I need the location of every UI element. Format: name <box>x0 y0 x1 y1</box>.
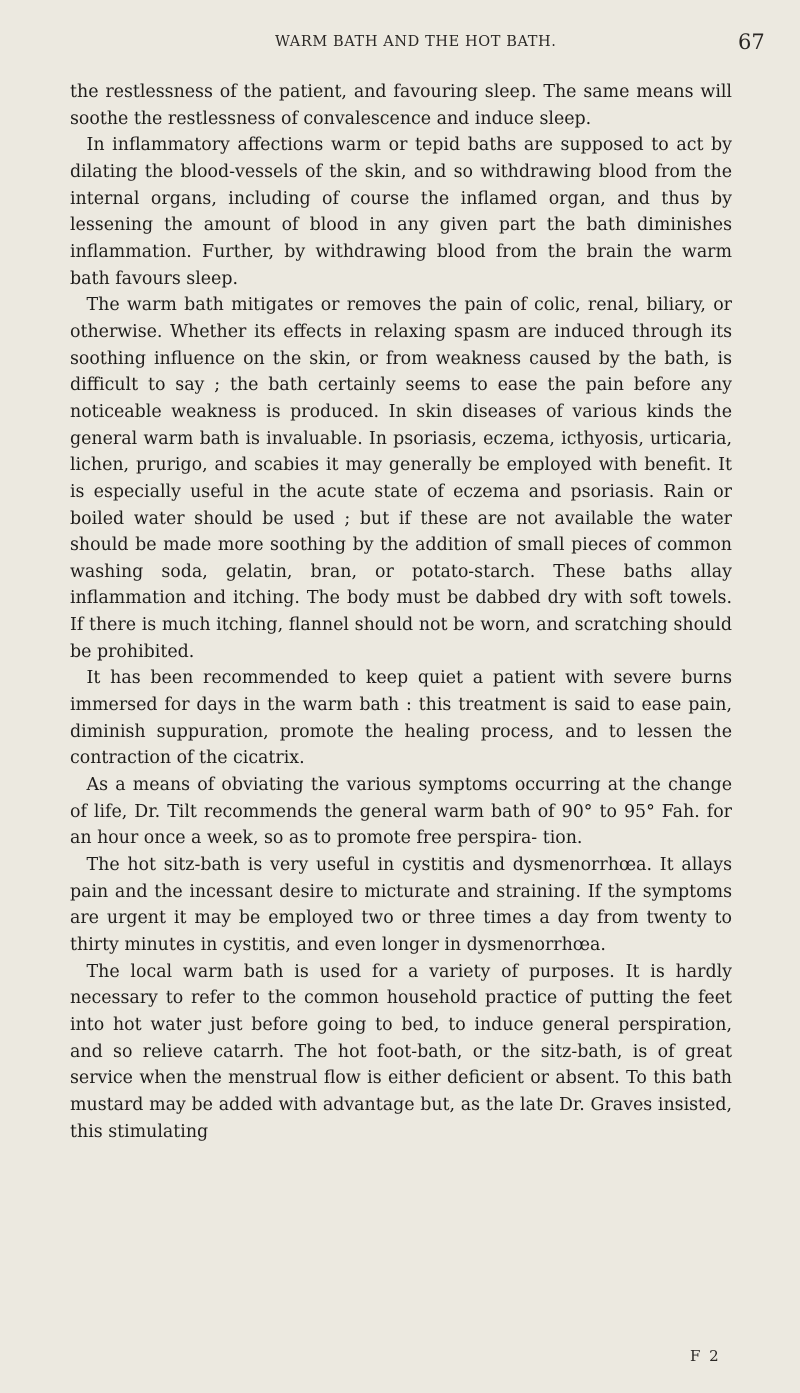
paragraph-change-of-life: As a means of obviating the various symptoms occurring at the change of life, Dr. Tilt recommends the general warm bath of 90° to 95° Fah. for an hour once a week, so as to promote free perspira- tion. <box>70 775 732 849</box>
paragraph-local-warm-bath: The local warm bath is used for a variety of purposes. It is hardly necessary to refer to the common household practice of putting the feet into hot water just before going to bed, to induce general perspiration, and so relieve catarrh. The hot foot-bath, or the sitz-bath, is of great service when the menstrual flow is either deficient or absent. To this bath mustard may be added with advantage but, as the late Dr. Graves insisted, this stimulating <box>70 961 732 1142</box>
paragraph-sitz-bath: The hot sitz-bath is very useful in cystitis and dysmenorrhœa. It allays pain and the incessant desire to micturate and straining. If the symptoms are urgent it may be employed two or three times a day from twenty to thirty minutes in cystitis, and even longer in dysmenorrhœa. <box>70 855 732 955</box>
paragraph-burns: It has been recommended to keep quiet a patient with severe burns immersed for days in the warm bath : this treatment is said to ease pain, diminish suppuration, promote the healing process, and to lessen the contraction of the cicatrix. <box>70 668 732 769</box>
paragraph-continuation: the restlessness of the patient, and favouring sleep. The same means will soothe the restlessness of convalescence and induce sleep. <box>70 82 732 129</box>
running-title: WARM BATH AND THE HOT BATH. <box>275 34 557 50</box>
page-number: 67 <box>738 30 765 54</box>
running-head <box>0 30 800 56</box>
paragraph-colic-and-skin-diseases: The warm bath mitigates or removes the pain of colic, renal, biliary, or otherwise. Whether its effects in relaxing spasm are induced through its soothing influence on the skin, or from weakness caused by the bath, is difficult to say ; the bath certainly seems to ease the pain before any noticeable weakness is produced. In skin diseases of various kinds the general warm bath is invaluable. In psoriasis, eczema, icthyosis, urticaria, lichen, prurigo, and scabies it may generally be employed with benefit. It is especially useful in the acute state of eczema and psoriasis. Rain or boiled water should be used ; but if these are not available the water should be made more soothing by the addition of small pieces of common washing soda, gelatin, bran, or potato-starch. These baths allay inflammation and itching. The body must be dabbed dry with soft towels. If there is much itching, flannel should not be worn, and scratching should be prohibited. <box>70 295 732 662</box>
signature-mark: F 2 <box>690 1347 721 1365</box>
body-text <box>70 79 732 1145</box>
paragraph-inflammatory-affections: In inflammatory affections warm or tepid baths are supposed to act by dilating the blood-vessels of the skin, and so withdrawing blood from the internal organs, including of course the inflamed organ, and thus by lessening the amount of blood in any given part the bath diminishes inflammation. Further, by withdrawing blood from the brain the warm bath favours sleep. <box>70 135 732 289</box>
